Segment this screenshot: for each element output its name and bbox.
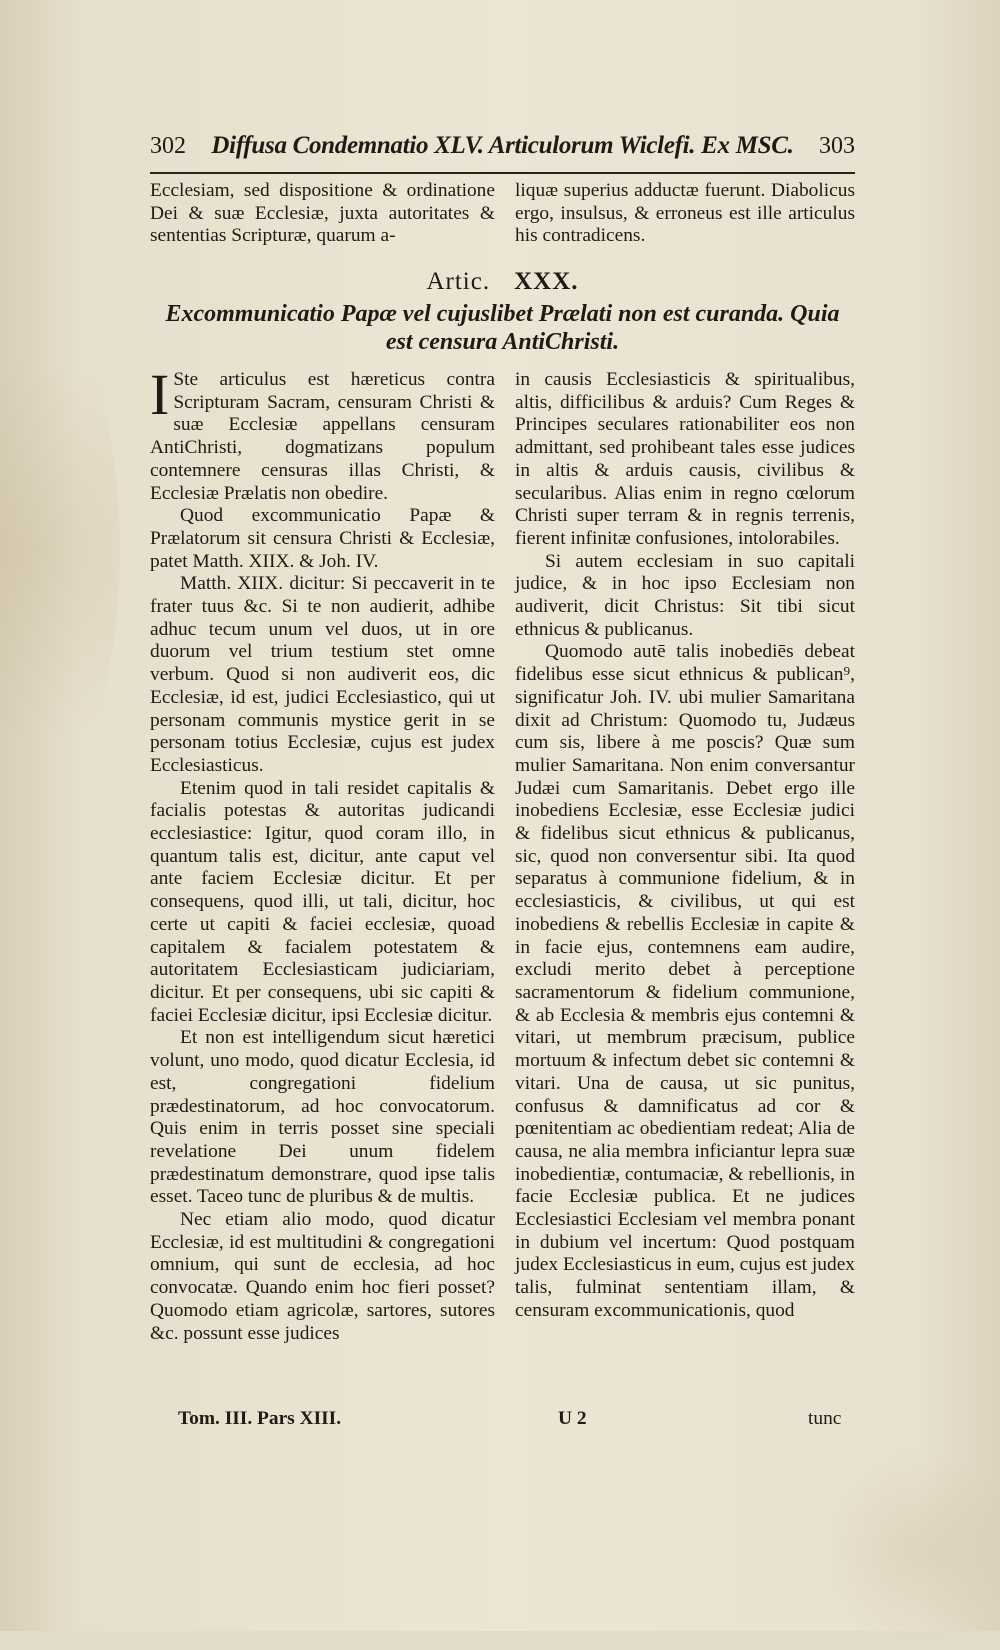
article-heading (150, 268, 855, 296)
paragraph: Etenim quod in tali residet capitalis & facialis potestas & autoritas judicandi ecclesiastice: Igitur, quod coram illo, in quantum talis est, dicitur, ante caput vel ante faciem Ecclesiæ dicitur. Et per consequens, quod illi, ut tali, dicitur, hoc certe ut capiti & faciei ecclesiæ, quoad capitalem & facialem potestatem & autoritatem Ecclesiasticam judiciariam, dicitur. Et per consequens, ubi sic capiti & faciei Ecclesiæ dicitur, ipsi Ecclesiæ dicitur. (150, 777, 495, 1026)
header-rule (150, 172, 855, 174)
left-column (150, 362, 495, 1345)
paper-stain (0, 300, 120, 800)
top-right-column (515, 180, 855, 248)
top-left-text: Ecclesiam, sed dispositione & ordinatione Dei & suæ Ecclesiæ, juxta autoritates & sententias Scripturæ, quarum a- (150, 180, 495, 247)
top-left-column (150, 180, 495, 248)
signature-mark: U 2 (558, 1408, 587, 1429)
volume-note: Tom. III. Pars XIII. (178, 1408, 342, 1429)
paragraph: in causis Ecclesiasticis & spiritualibus, altis, difficilibus & arduis? Cum Reges & Principes seculares rationabiliter eos non admittant, sed prohibeant tales esse judices in altis & arduis causis, civilibus & secularibus. Alias enim in regno cœlorum Christi super terram & in regnis terrenis, fierent infinitæ confusiones, intolorabiles. (515, 369, 855, 549)
article-thesis: Excommunicatio Papæ vel cujuslibet Prælati non est curanda. Quia est censura AntiChristi. (165, 301, 840, 355)
article-number: XXX. (514, 268, 579, 295)
page-number-left: 302 (150, 133, 186, 159)
top-right-text: liquæ superius adductæ fuerunt. Diabolicus ergo, insulsus, & erroneus est ille articulus his contradicens. (515, 180, 855, 247)
paragraph: Quomodo autē talis inobediēs debeat fidelibus esse sicut ethnicus & publican⁹, significatur Joh. IV. ubi mulier Samaritana dixit ad Christum: Quomodo tu, Judæus cum sis, libere à me poscis? Quæ sum mulier Samaritana. Non enim conversantur Judæi cum Samaritanis. Debet ergo ille inobediens Ecclesiæ, esse Ecclesiæ judici & fidelibus sicut ethnicus & publicanus, sic, quod non conversentur sibi. Ita quod separatus à communione fidelium, & in ecclesiasticis, & civilibus, ut qui est inobediens & rebellis Ecclesiæ in capite & in facie ejus, contemnens eam audire, excludi merito debet à perceptione sacramentorum & fidelium communione, & ab Ecclesia & membris ejus contemni & vitari, ut membrum præcisum, publice mortuum & infectum debet sic contemni & vitari. Una de causa, ut sic punitus, confusus & damnificatus ad cor & pœnitentiam ac obedientiam redeat; Alia de causa, ne alia membra inficiantur lepra suæ inobedientiæ, contumaciæ, & rebellionis, in facie Ecclesiæ publica. Et ne judices Ecclesiastici Ecclesiam vel membra ponant in dubium vel incertum: Quod postquam judex Ecclesiasticus in eum, cujus est judex talis, fulminat sententiam illam, & censuram excommunicationis, quod (515, 641, 855, 1321)
running-header (150, 132, 855, 164)
paragraph: Nec etiam alio modo, quod dicatur Ecclesiæ, id est multitudini & congregationi omnium, qui sunt de ecclesia, ad hoc convocatæ. Quando enim hoc fieri posset? Quomodo etiam agricolæ, sartores, sutores &c. possunt esse judices (150, 1209, 495, 1344)
paragraph: Matth. XIIX. dicitur: Si peccaverit in te frater tuus &c. Si te non audierit, adhibe adhuc tecum unum vel duos, ut in ore duorum vel trium testium stet omne verbum. Quod si non audiverit eos, dic Ecclesiæ, id est, judici Ecclesiastico, qui ut personam communis mystice gerit in se personam totius Ecclesiæ, cujus est judex Ecclesiasticus. (150, 573, 495, 776)
paper-stain (820, 1450, 1000, 1650)
paragraph: I Ste articulus est hæreticus contra Scripturam Sacram, censuram Christi & suæ Ecclesiæ appellans censuram AntiChristi, dogmatizans populum contemnere censuras illas Christi, & Ecclesiæ Prælatis non obedire. (150, 362, 495, 504)
paragraph: Et non est intelligendum sicut hæretici volunt, uno modo, quod dicatur Ecclesia, id est, congregationi fidelium prædestinatorum, ad hoc convocatorum. Quis enim in terris posset sine speciali revelatione Dei unum fidelem prædestinatum demonstrare, quod ipse talis esset. Taceo tunc de pluribus & de multis. (150, 1027, 495, 1208)
running-title: Diffusa Condemnatio XLV. Articulorum Wiclefi. Ex MSC. (211, 132, 794, 159)
right-column (515, 369, 855, 1323)
page-number-right: 303 (819, 133, 855, 159)
drop-cap: I (150, 362, 170, 427)
catchword: tunc (808, 1408, 842, 1429)
paragraph: Si autem ecclesiam in suo capitali judice, & in hoc ipso Ecclesiam non audiverit, dicit Christus: Sit tibi sicut ethnicus & publicanus. (515, 550, 855, 640)
article-label: Artic. (426, 268, 491, 295)
paragraph: Quod excommunicatio Papæ & Prælatorum sit censura Christi & Ecclesiæ, patet Matth. XIIX. & Joh. IV. (150, 505, 495, 572)
